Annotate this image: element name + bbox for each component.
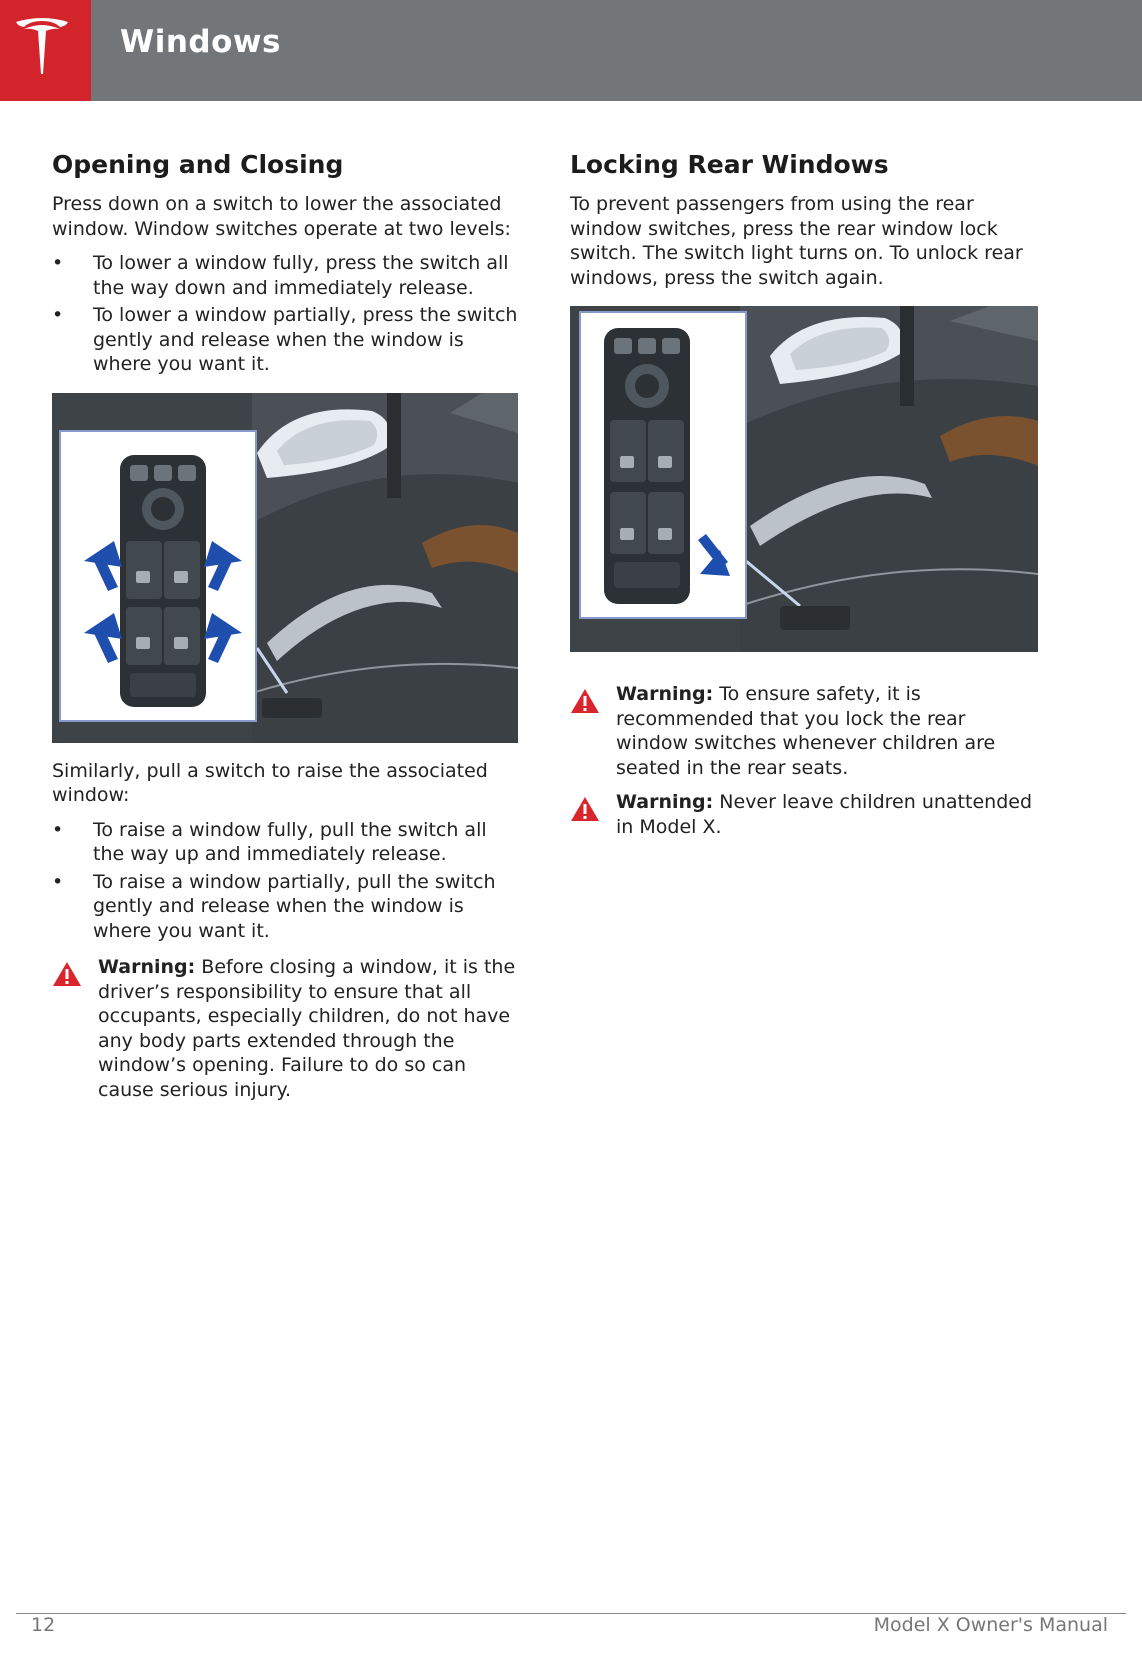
- list-item: • To lower a window fully, press the switch all the way down and immediately release.: [52, 252, 509, 299]
- list-item: • To raise a window partially, pull the switch gently and release when the window is where you want it.: [52, 870, 496, 942]
- warning-triangle-icon: [570, 796, 600, 822]
- warning-text: Warning: To ensure safety, it is recommended that you lock the rear window switches whenever children are seated in the rear seats.: [616, 683, 996, 779]
- lower-bullet-list: [52, 251, 518, 377]
- logo-box: [0, 0, 91, 101]
- warning-text: Warning: Never leave children unattended in Model X.: [616, 791, 1033, 838]
- right-column: [570, 150, 1040, 839]
- bullet: •: [52, 252, 64, 274]
- warning-children-unattended: [570, 790, 1040, 839]
- warning-text: Warning: Before closing a window, it is the driver’s responsibility to ensure that all occupants, especially children, do not have any body parts extended through the window’s opening. Failure to do so can cause serious injury.: [98, 956, 516, 1101]
- window-lock-figure-right: [570, 306, 1038, 652]
- bullet: •: [52, 870, 64, 893]
- page-title: Windows: [120, 24, 281, 60]
- raise-intro: Similarly, pull a switch to raise the associated window:: [52, 759, 488, 806]
- locking-intro: To prevent passengers from using the rear window switches, press the rear window lock switch. The switch light turns on. To unlock rear windows, press the switch again.: [570, 193, 1023, 289]
- bullet: •: [52, 304, 64, 326]
- tesla-logo-icon: [14, 16, 70, 76]
- warning-label: Warning:: [98, 956, 196, 978]
- raise-bullet-list: [52, 818, 518, 944]
- page-number: 12: [31, 1614, 56, 1636]
- warning-triangle-icon: [570, 688, 600, 714]
- bullet: •: [52, 818, 64, 841]
- warning-lock-rear: [570, 682, 1040, 780]
- list-item: • To lower a window partially, press the switch gently and release when the window is where you want it.: [52, 304, 518, 375]
- warning-label: Warning:: [616, 791, 714, 813]
- warning-label: Warning:: [616, 683, 714, 705]
- section-heading-locking: Locking Rear Windows: [570, 150, 889, 179]
- section-heading-opening-closing: Opening and Closing: [52, 150, 344, 179]
- opening-intro: Press down on a switch to lower the associated window. Window switches operate at two levels:: [52, 193, 511, 240]
- warning-closing-window: [52, 955, 518, 1102]
- warning-triangle-icon: [52, 961, 82, 987]
- page-header: [0, 0, 1142, 101]
- left-column: [52, 150, 518, 1102]
- list-item: • To raise a window fully, pull the switch all the way up and immediately release.: [52, 818, 487, 865]
- window-switch-figure-left: [52, 393, 518, 743]
- manual-name: Model X Owner's Manual: [873, 1614, 1108, 1636]
